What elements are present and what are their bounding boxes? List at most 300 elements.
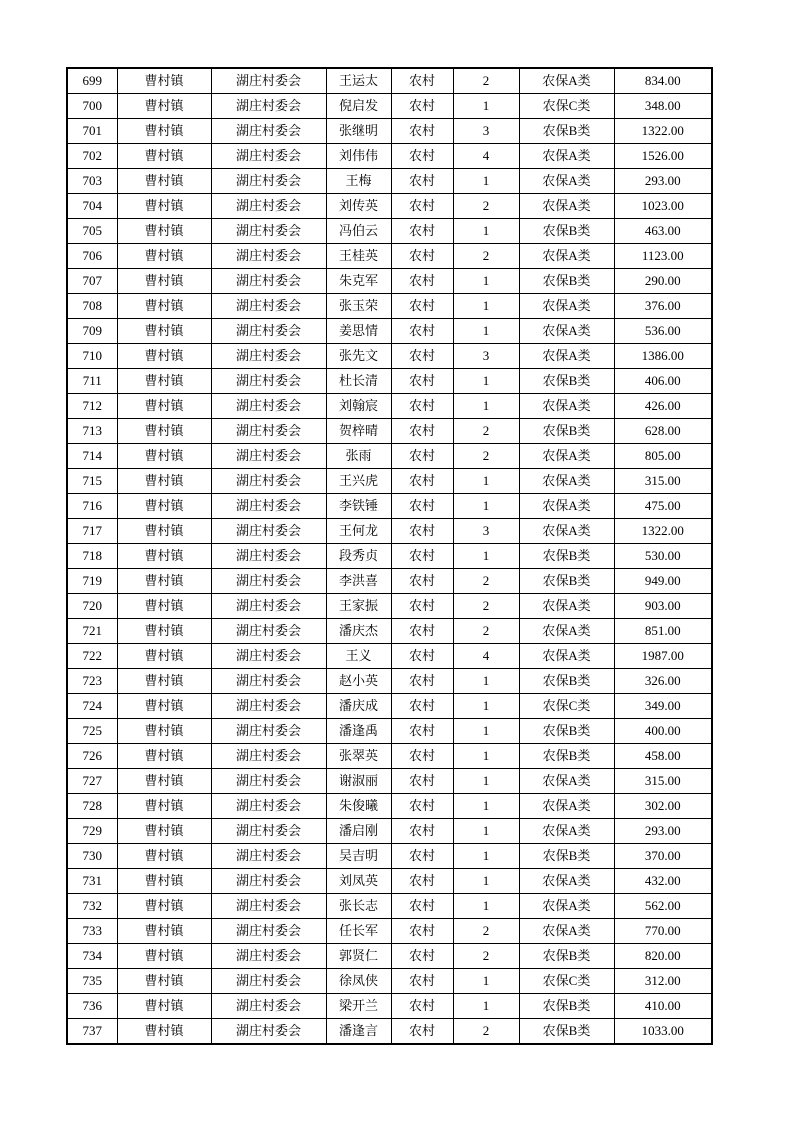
- table-row: [67, 819, 712, 844]
- cell-village: 湖庄村委会: [211, 769, 326, 794]
- cell-type: 农村: [391, 619, 453, 644]
- cell-count: 4: [453, 144, 519, 169]
- cell-name: 刘传英: [326, 194, 391, 219]
- cell-town: 曹村镇: [117, 194, 211, 219]
- cell-town: 曹村镇: [117, 444, 211, 469]
- table-row: [67, 694, 712, 719]
- cell-name: 李铁锤: [326, 494, 391, 519]
- cell-village: 湖庄村委会: [211, 544, 326, 569]
- cell-name: 潘逢禹: [326, 719, 391, 744]
- cell-village: 湖庄村委会: [211, 444, 326, 469]
- cell-count: 3: [453, 519, 519, 544]
- cell-name: 姜思情: [326, 319, 391, 344]
- table-row: [67, 469, 712, 494]
- cell-no: 707: [67, 269, 117, 294]
- cell-category: 农保A类: [519, 194, 614, 219]
- table-row: [67, 94, 712, 119]
- cell-count: 2: [453, 1019, 519, 1045]
- cell-type: 农村: [391, 144, 453, 169]
- cell-no: 709: [67, 319, 117, 344]
- cell-village: 湖庄村委会: [211, 394, 326, 419]
- cell-amount: 1023.00: [614, 194, 712, 219]
- cell-amount: 628.00: [614, 419, 712, 444]
- cell-no: 722: [67, 644, 117, 669]
- cell-category: 农保B类: [519, 994, 614, 1019]
- cell-category: 农保A类: [519, 619, 614, 644]
- table-row: [67, 444, 712, 469]
- cell-amount: 903.00: [614, 594, 712, 619]
- cell-village: 湖庄村委会: [211, 244, 326, 269]
- cell-town: 曹村镇: [117, 144, 211, 169]
- cell-no: 736: [67, 994, 117, 1019]
- cell-amount: 315.00: [614, 469, 712, 494]
- cell-town: 曹村镇: [117, 519, 211, 544]
- cell-name: 谢淑丽: [326, 769, 391, 794]
- cell-count: 1: [453, 719, 519, 744]
- cell-category: 农保A类: [519, 144, 614, 169]
- cell-town: 曹村镇: [117, 619, 211, 644]
- cell-type: 农村: [391, 269, 453, 294]
- cell-town: 曹村镇: [117, 919, 211, 944]
- cell-type: 农村: [391, 219, 453, 244]
- table-row: [67, 994, 712, 1019]
- cell-type: 农村: [391, 444, 453, 469]
- cell-name: 潘庆杰: [326, 619, 391, 644]
- cell-count: 1: [453, 469, 519, 494]
- cell-village: 湖庄村委会: [211, 669, 326, 694]
- cell-village: 湖庄村委会: [211, 319, 326, 344]
- cell-name: 杜长清: [326, 369, 391, 394]
- cell-village: 湖庄村委会: [211, 1019, 326, 1045]
- cell-village: 湖庄村委会: [211, 694, 326, 719]
- cell-amount: 326.00: [614, 669, 712, 694]
- table-row: [67, 669, 712, 694]
- cell-village: 湖庄村委会: [211, 94, 326, 119]
- cell-amount: 302.00: [614, 794, 712, 819]
- cell-amount: 290.00: [614, 269, 712, 294]
- cell-category: 农保A类: [519, 394, 614, 419]
- cell-count: 1: [453, 494, 519, 519]
- cell-no: 720: [67, 594, 117, 619]
- table-row: [67, 119, 712, 144]
- cell-category: 农保B类: [519, 944, 614, 969]
- cell-amount: 475.00: [614, 494, 712, 519]
- cell-no: 733: [67, 919, 117, 944]
- cell-village: 湖庄村委会: [211, 619, 326, 644]
- cell-no: 701: [67, 119, 117, 144]
- cell-no: 737: [67, 1019, 117, 1045]
- cell-name: 张长志: [326, 894, 391, 919]
- cell-category: 农保B类: [519, 1019, 614, 1045]
- cell-category: 农保B类: [519, 569, 614, 594]
- cell-type: 农村: [391, 919, 453, 944]
- cell-no: 727: [67, 769, 117, 794]
- cell-count: 1: [453, 319, 519, 344]
- cell-amount: 562.00: [614, 894, 712, 919]
- cell-name: 刘伟伟: [326, 144, 391, 169]
- cell-village: 湖庄村委会: [211, 644, 326, 669]
- cell-category: 农保A类: [519, 469, 614, 494]
- cell-category: 农保B类: [519, 719, 614, 744]
- cell-amount: 1526.00: [614, 144, 712, 169]
- cell-no: 703: [67, 169, 117, 194]
- cell-type: 农村: [391, 319, 453, 344]
- cell-category: 农保A类: [519, 794, 614, 819]
- cell-count: 2: [453, 594, 519, 619]
- cell-type: 农村: [391, 569, 453, 594]
- table-row: [67, 869, 712, 894]
- cell-no: 725: [67, 719, 117, 744]
- cell-type: 农村: [391, 644, 453, 669]
- cell-amount: 1987.00: [614, 644, 712, 669]
- table-row: [67, 219, 712, 244]
- cell-type: 农村: [391, 494, 453, 519]
- cell-amount: 293.00: [614, 169, 712, 194]
- cell-category: 农保A类: [519, 344, 614, 369]
- cell-no: 721: [67, 619, 117, 644]
- cell-count: 2: [453, 919, 519, 944]
- cell-category: 农保A类: [519, 494, 614, 519]
- cell-name: 刘翰宸: [326, 394, 391, 419]
- cell-amount: 1123.00: [614, 244, 712, 269]
- cell-amount: 834.00: [614, 68, 712, 94]
- table-row: [67, 619, 712, 644]
- cell-type: 农村: [391, 369, 453, 394]
- cell-name: 潘庆成: [326, 694, 391, 719]
- cell-type: 农村: [391, 769, 453, 794]
- cell-name: 王家振: [326, 594, 391, 619]
- cell-no: 713: [67, 419, 117, 444]
- cell-village: 湖庄村委会: [211, 169, 326, 194]
- table-row: [67, 394, 712, 419]
- cell-type: 农村: [391, 669, 453, 694]
- cell-amount: 805.00: [614, 444, 712, 469]
- cell-category: 农保A类: [519, 869, 614, 894]
- cell-amount: 770.00: [614, 919, 712, 944]
- cell-name: 王运太: [326, 68, 391, 94]
- table-row: [67, 844, 712, 869]
- cell-type: 农村: [391, 294, 453, 319]
- cell-count: 2: [453, 619, 519, 644]
- cell-no: 717: [67, 519, 117, 544]
- cell-count: 2: [453, 194, 519, 219]
- cell-type: 农村: [391, 694, 453, 719]
- cell-town: 曹村镇: [117, 844, 211, 869]
- cell-no: 715: [67, 469, 117, 494]
- cell-town: 曹村镇: [117, 794, 211, 819]
- table-row: [67, 344, 712, 369]
- cell-village: 湖庄村委会: [211, 719, 326, 744]
- cell-count: 3: [453, 119, 519, 144]
- table-row: [67, 419, 712, 444]
- cell-village: 湖庄村委会: [211, 269, 326, 294]
- cell-amount: 432.00: [614, 869, 712, 894]
- cell-amount: 406.00: [614, 369, 712, 394]
- table-row: [67, 169, 712, 194]
- cell-name: 任长军: [326, 919, 391, 944]
- cell-category: 农保C类: [519, 969, 614, 994]
- table-row: [67, 319, 712, 344]
- cell-village: 湖庄村委会: [211, 994, 326, 1019]
- cell-town: 曹村镇: [117, 394, 211, 419]
- table-row: [67, 769, 712, 794]
- cell-count: 2: [453, 244, 519, 269]
- table-row: [67, 794, 712, 819]
- cell-count: 1: [453, 769, 519, 794]
- cell-village: 湖庄村委会: [211, 744, 326, 769]
- cell-town: 曹村镇: [117, 894, 211, 919]
- cell-type: 农村: [391, 594, 453, 619]
- data-table: [66, 67, 713, 1045]
- cell-no: 718: [67, 544, 117, 569]
- table-row: [67, 544, 712, 569]
- cell-count: 1: [453, 969, 519, 994]
- cell-name: 郭贤仁: [326, 944, 391, 969]
- table-row: [67, 144, 712, 169]
- cell-village: 湖庄村委会: [211, 794, 326, 819]
- cell-count: 4: [453, 644, 519, 669]
- cell-category: 农保A类: [519, 919, 614, 944]
- cell-no: 702: [67, 144, 117, 169]
- cell-village: 湖庄村委会: [211, 219, 326, 244]
- cell-no: 732: [67, 894, 117, 919]
- cell-count: 1: [453, 869, 519, 894]
- cell-type: 农村: [391, 819, 453, 844]
- cell-village: 湖庄村委会: [211, 194, 326, 219]
- cell-town: 曹村镇: [117, 344, 211, 369]
- cell-category: 农保A类: [519, 68, 614, 94]
- cell-type: 农村: [391, 1019, 453, 1045]
- cell-type: 农村: [391, 394, 453, 419]
- cell-name: 朱克军: [326, 269, 391, 294]
- cell-category: 农保B类: [519, 844, 614, 869]
- cell-type: 农村: [391, 94, 453, 119]
- cell-town: 曹村镇: [117, 419, 211, 444]
- cell-town: 曹村镇: [117, 569, 211, 594]
- table-row: [67, 894, 712, 919]
- cell-village: 湖庄村委会: [211, 419, 326, 444]
- cell-town: 曹村镇: [117, 68, 211, 94]
- cell-category: 农保A类: [519, 244, 614, 269]
- cell-type: 农村: [391, 944, 453, 969]
- cell-type: 农村: [391, 994, 453, 1019]
- cell-count: 3: [453, 344, 519, 369]
- cell-name: 王兴虎: [326, 469, 391, 494]
- cell-count: 1: [453, 844, 519, 869]
- cell-town: 曹村镇: [117, 244, 211, 269]
- cell-amount: 426.00: [614, 394, 712, 419]
- cell-count: 1: [453, 219, 519, 244]
- cell-name: 吴吉明: [326, 844, 391, 869]
- cell-type: 农村: [391, 244, 453, 269]
- cell-count: 1: [453, 294, 519, 319]
- cell-no: 706: [67, 244, 117, 269]
- cell-no: 726: [67, 744, 117, 769]
- cell-category: 农保B类: [519, 269, 614, 294]
- cell-category: 农保A类: [519, 294, 614, 319]
- table-row: [67, 269, 712, 294]
- cell-category: 农保C类: [519, 694, 614, 719]
- cell-no: 728: [67, 794, 117, 819]
- cell-name: 朱俊曦: [326, 794, 391, 819]
- cell-count: 1: [453, 669, 519, 694]
- cell-category: 农保A类: [519, 444, 614, 469]
- cell-no: 705: [67, 219, 117, 244]
- table-row: [67, 244, 712, 269]
- cell-village: 湖庄村委会: [211, 919, 326, 944]
- cell-village: 湖庄村委会: [211, 519, 326, 544]
- cell-name: 李洪喜: [326, 569, 391, 594]
- cell-name: 赵小英: [326, 669, 391, 694]
- cell-name: 潘逢言: [326, 1019, 391, 1045]
- table-container: [66, 67, 713, 1045]
- cell-amount: 312.00: [614, 969, 712, 994]
- cell-name: 贺梓晴: [326, 419, 391, 444]
- cell-type: 农村: [391, 119, 453, 144]
- table-row: [67, 719, 712, 744]
- cell-amount: 463.00: [614, 219, 712, 244]
- cell-category: 农保A类: [519, 644, 614, 669]
- cell-amount: 851.00: [614, 619, 712, 644]
- cell-name: 张雨: [326, 444, 391, 469]
- cell-count: 1: [453, 694, 519, 719]
- cell-amount: 370.00: [614, 844, 712, 869]
- cell-amount: 458.00: [614, 744, 712, 769]
- cell-count: 1: [453, 994, 519, 1019]
- cell-category: 农保B类: [519, 419, 614, 444]
- cell-no: 734: [67, 944, 117, 969]
- cell-town: 曹村镇: [117, 269, 211, 294]
- cell-town: 曹村镇: [117, 169, 211, 194]
- cell-category: 农保A类: [519, 894, 614, 919]
- cell-town: 曹村镇: [117, 744, 211, 769]
- cell-type: 农村: [391, 344, 453, 369]
- cell-category: 农保A类: [519, 519, 614, 544]
- cell-amount: 293.00: [614, 819, 712, 844]
- cell-no: 730: [67, 844, 117, 869]
- cell-town: 曹村镇: [117, 594, 211, 619]
- cell-count: 2: [453, 569, 519, 594]
- table-row: [67, 969, 712, 994]
- table-row: [67, 494, 712, 519]
- table-row: [67, 1019, 712, 1045]
- cell-amount: 348.00: [614, 94, 712, 119]
- cell-village: 湖庄村委会: [211, 969, 326, 994]
- cell-no: 711: [67, 369, 117, 394]
- cell-village: 湖庄村委会: [211, 119, 326, 144]
- cell-amount: 536.00: [614, 319, 712, 344]
- cell-no: 700: [67, 94, 117, 119]
- cell-category: 农保B类: [519, 119, 614, 144]
- cell-count: 1: [453, 819, 519, 844]
- cell-no: 710: [67, 344, 117, 369]
- cell-name: 倪启发: [326, 94, 391, 119]
- cell-town: 曹村镇: [117, 944, 211, 969]
- cell-name: 王桂英: [326, 244, 391, 269]
- cell-category: 农保A类: [519, 594, 614, 619]
- table-row: [67, 594, 712, 619]
- table-row: [67, 519, 712, 544]
- cell-amount: 410.00: [614, 994, 712, 1019]
- cell-count: 2: [453, 68, 519, 94]
- cell-village: 湖庄村委会: [211, 494, 326, 519]
- cell-type: 农村: [391, 169, 453, 194]
- cell-town: 曹村镇: [117, 319, 211, 344]
- cell-count: 1: [453, 894, 519, 919]
- cell-town: 曹村镇: [117, 544, 211, 569]
- table-row: [67, 569, 712, 594]
- cell-type: 农村: [391, 744, 453, 769]
- cell-amount: 400.00: [614, 719, 712, 744]
- cell-town: 曹村镇: [117, 994, 211, 1019]
- cell-amount: 376.00: [614, 294, 712, 319]
- cell-type: 农村: [391, 544, 453, 569]
- cell-category: 农保B类: [519, 744, 614, 769]
- cell-no: 735: [67, 969, 117, 994]
- cell-category: 农保C类: [519, 94, 614, 119]
- cell-town: 曹村镇: [117, 644, 211, 669]
- cell-amount: 349.00: [614, 694, 712, 719]
- cell-category: 农保A类: [519, 169, 614, 194]
- cell-name: 徐凤侠: [326, 969, 391, 994]
- cell-town: 曹村镇: [117, 1019, 211, 1045]
- cell-type: 农村: [391, 469, 453, 494]
- cell-category: 农保A类: [519, 769, 614, 794]
- cell-village: 湖庄村委会: [211, 369, 326, 394]
- cell-town: 曹村镇: [117, 869, 211, 894]
- cell-no: 704: [67, 194, 117, 219]
- cell-town: 曹村镇: [117, 369, 211, 394]
- cell-no: 723: [67, 669, 117, 694]
- cell-town: 曹村镇: [117, 469, 211, 494]
- table-row: [67, 68, 712, 94]
- cell-name: 刘凤英: [326, 869, 391, 894]
- cell-amount: 1386.00: [614, 344, 712, 369]
- table-row: [67, 944, 712, 969]
- cell-name: 冯伯云: [326, 219, 391, 244]
- cell-no: 729: [67, 819, 117, 844]
- cell-type: 农村: [391, 869, 453, 894]
- table-row: [67, 369, 712, 394]
- cell-count: 2: [453, 944, 519, 969]
- cell-name: 梁开兰: [326, 994, 391, 1019]
- cell-type: 农村: [391, 844, 453, 869]
- cell-no: 716: [67, 494, 117, 519]
- cell-count: 1: [453, 94, 519, 119]
- cell-type: 农村: [391, 794, 453, 819]
- cell-type: 农村: [391, 719, 453, 744]
- cell-category: 农保B类: [519, 669, 614, 694]
- cell-amount: 530.00: [614, 544, 712, 569]
- cell-type: 农村: [391, 894, 453, 919]
- cell-town: 曹村镇: [117, 669, 211, 694]
- cell-type: 农村: [391, 519, 453, 544]
- cell-name: 潘启刚: [326, 819, 391, 844]
- cell-name: 王何龙: [326, 519, 391, 544]
- cell-no: 731: [67, 869, 117, 894]
- cell-type: 农村: [391, 969, 453, 994]
- cell-amount: 1033.00: [614, 1019, 712, 1045]
- cell-village: 湖庄村委会: [211, 819, 326, 844]
- cell-no: 699: [67, 68, 117, 94]
- table-row: [67, 644, 712, 669]
- cell-amount: 315.00: [614, 769, 712, 794]
- cell-village: 湖庄村委会: [211, 569, 326, 594]
- cell-town: 曹村镇: [117, 94, 211, 119]
- cell-count: 2: [453, 444, 519, 469]
- cell-village: 湖庄村委会: [211, 594, 326, 619]
- cell-village: 湖庄村委会: [211, 144, 326, 169]
